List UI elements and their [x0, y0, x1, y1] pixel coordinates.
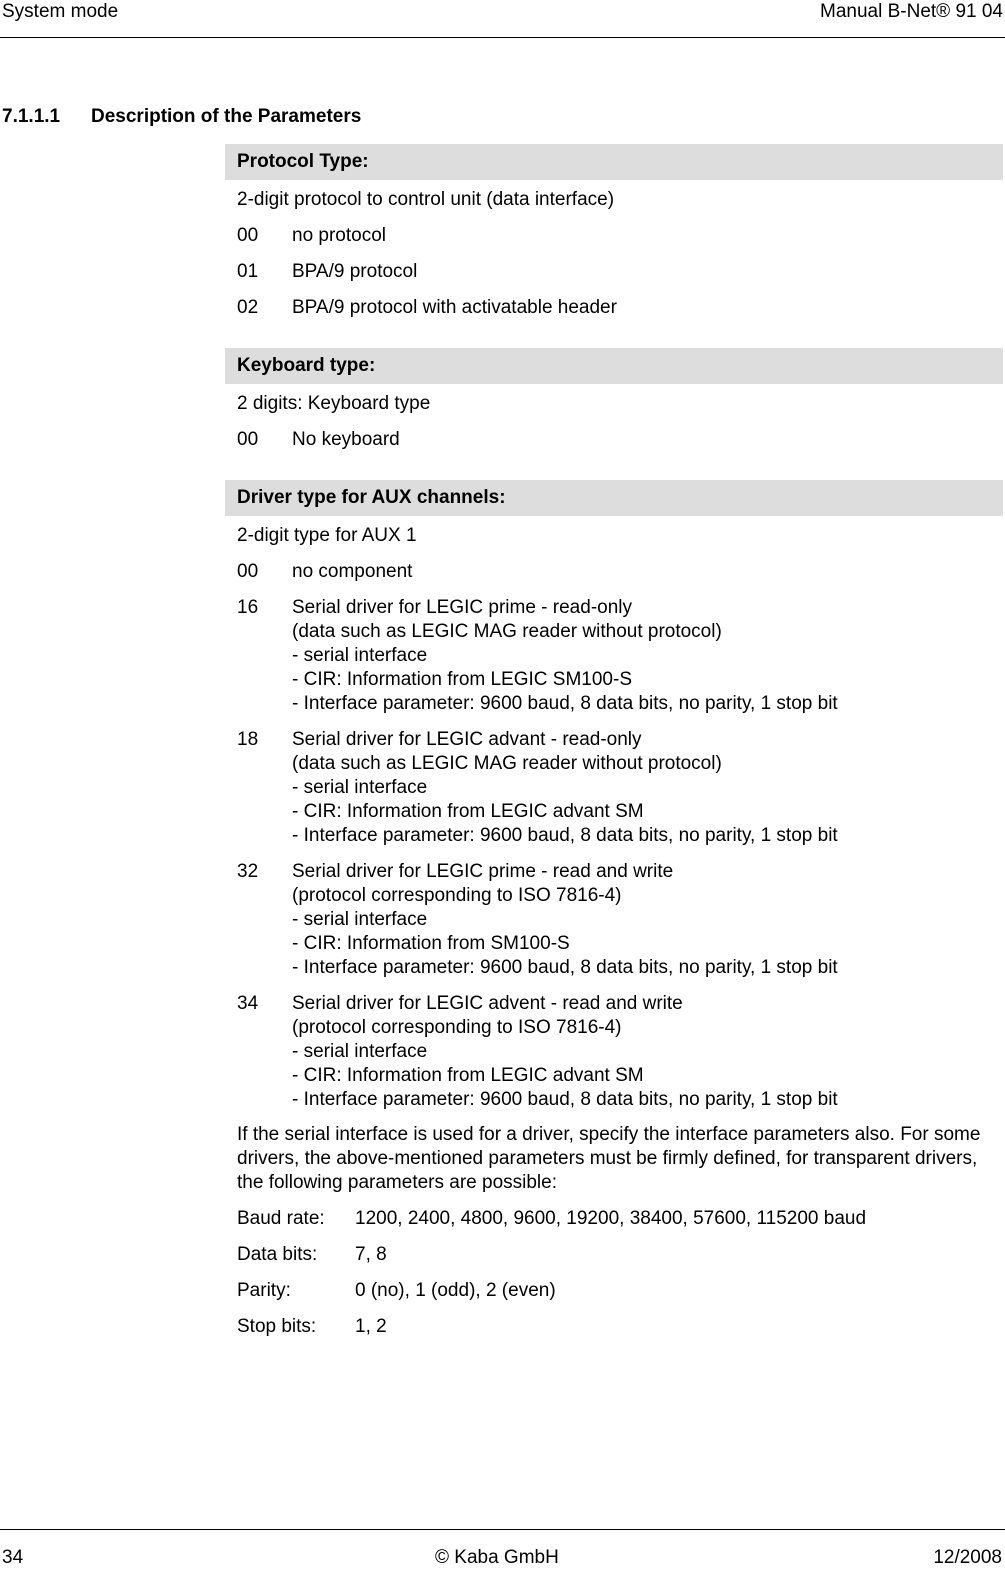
item-line: - CIR: Information from LEGIC advant SM — [292, 1065, 644, 1086]
param-row-baud — [225, 1207, 1003, 1231]
item-text: BPA/9 protocol — [292, 261, 418, 282]
page-number: 34 — [2, 1547, 24, 1568]
item-code: 32 — [237, 861, 259, 882]
list-item — [225, 296, 1003, 320]
item-line: (data such as LEGIC MAG reader without protocol) — [292, 753, 722, 774]
item-line: - serial interface — [292, 645, 428, 666]
list-item — [225, 260, 1003, 284]
param-value: 7, 8 — [355, 1244, 387, 1265]
list-item — [225, 596, 1003, 716]
section-title: Description of the Parameters — [91, 106, 362, 127]
item-text — [292, 992, 1003, 1112]
item-line: - Interface parameter: 9600 baud, 8 data bits, no parity, 1 stop bit — [292, 957, 838, 978]
item-code: 00 — [237, 561, 259, 582]
item-code: 02 — [237, 297, 259, 318]
header-chapter: System mode — [2, 1, 119, 22]
list-item — [225, 860, 1003, 980]
param-key: Stop bits: — [237, 1316, 317, 1337]
item-code: 00 — [237, 429, 259, 450]
footer-date: 12/2008 — [933, 1547, 1002, 1568]
item-line: - CIR: Information from LEGIC SM100-S — [292, 669, 632, 690]
list-item — [225, 428, 1003, 452]
param-row-parity — [225, 1279, 1003, 1303]
item-text — [292, 596, 1003, 716]
param-key: Parity: — [237, 1280, 291, 1301]
param-row-stop-bits — [225, 1315, 1003, 1339]
param-value: 1200, 2400, 4800, 9600, 19200, 38400, 57600, 115200 baud — [355, 1208, 867, 1229]
item-text — [292, 728, 1003, 848]
item-text — [292, 860, 1003, 980]
item-line: (data such as LEGIC MAG reader without protocol) — [292, 621, 722, 642]
item-code: 16 — [237, 597, 259, 618]
item-line: - serial interface — [292, 909, 428, 930]
item-line: Serial driver for LEGIC prime - read and write — [292, 861, 674, 882]
list-item — [225, 560, 1003, 584]
header-manual-title: Manual B-Net® 91 04 — [820, 1, 1003, 22]
item-code: 00 — [237, 225, 259, 246]
header-divider — [0, 37, 1005, 38]
item-line: (protocol corresponding to ISO 7816-4) — [292, 1017, 622, 1038]
item-code: 18 — [237, 729, 259, 750]
section-number: 7.1.1.1 — [2, 106, 61, 127]
parameters-content — [225, 144, 1003, 1339]
param-value: 0 (no), 1 (odd), 2 (even) — [355, 1280, 556, 1301]
footer-divider — [0, 1529, 1005, 1530]
item-line: - serial interface — [292, 1041, 428, 1062]
param-value: 1, 2 — [355, 1316, 387, 1337]
item-line: - Interface parameter: 9600 baud, 8 data bits, no parity, 1 stop bit — [292, 825, 838, 846]
driver-intro: 2-digit type for AUX 1 — [237, 525, 417, 546]
list-item — [225, 992, 1003, 1112]
item-line: - Interface parameter: 9600 baud, 8 data bits, no parity, 1 stop bit — [292, 1089, 838, 1110]
item-line: - Interface parameter: 9600 baud, 8 data bits, no parity, 1 stop bit — [292, 693, 838, 714]
serial-interface-note: If the serial interface is used for a driver, specify the interface parameters also. For some drivers, the above-mentioned parameters must be firmly defined, for transparent drivers, the following parameters are possible: — [237, 1124, 981, 1193]
item-text: No keyboard — [292, 429, 400, 450]
item-line: - serial interface — [292, 777, 428, 798]
item-line: Serial driver for LEGIC advent - read and write — [292, 993, 683, 1014]
item-line: Serial driver for LEGIC prime - read-only — [292, 597, 632, 618]
param-row-data-bits — [225, 1243, 1003, 1267]
item-line: - CIR: Information from SM100-S — [292, 933, 570, 954]
item-line: Serial driver for LEGIC advant - read-only — [292, 729, 642, 750]
keyboard-intro: 2 digits: Keyboard type — [237, 393, 431, 414]
list-item — [225, 728, 1003, 848]
section-heading — [2, 105, 361, 129]
item-line: (protocol corresponding to ISO 7816-4) — [292, 885, 622, 906]
protocol-intro: 2-digit protocol to control unit (data interface) — [237, 189, 615, 210]
item-code: 34 — [237, 993, 259, 1014]
param-key: Baud rate: — [237, 1208, 325, 1229]
item-line: - CIR: Information from LEGIC advant SM — [292, 801, 644, 822]
item-code: 01 — [237, 261, 259, 282]
protocol-type-band: Protocol Type: — [225, 144, 1003, 180]
item-text: BPA/9 protocol with activatable header — [292, 297, 617, 318]
item-text: no protocol — [292, 225, 387, 246]
list-item — [225, 224, 1003, 248]
item-text: no component — [292, 561, 413, 582]
driver-type-band: Driver type for AUX channels: — [225, 480, 1003, 516]
keyboard-type-band: Keyboard type: — [225, 348, 1003, 384]
param-key: Data bits: — [237, 1244, 318, 1265]
footer-copyright: © Kaba GmbH — [435, 1547, 559, 1568]
